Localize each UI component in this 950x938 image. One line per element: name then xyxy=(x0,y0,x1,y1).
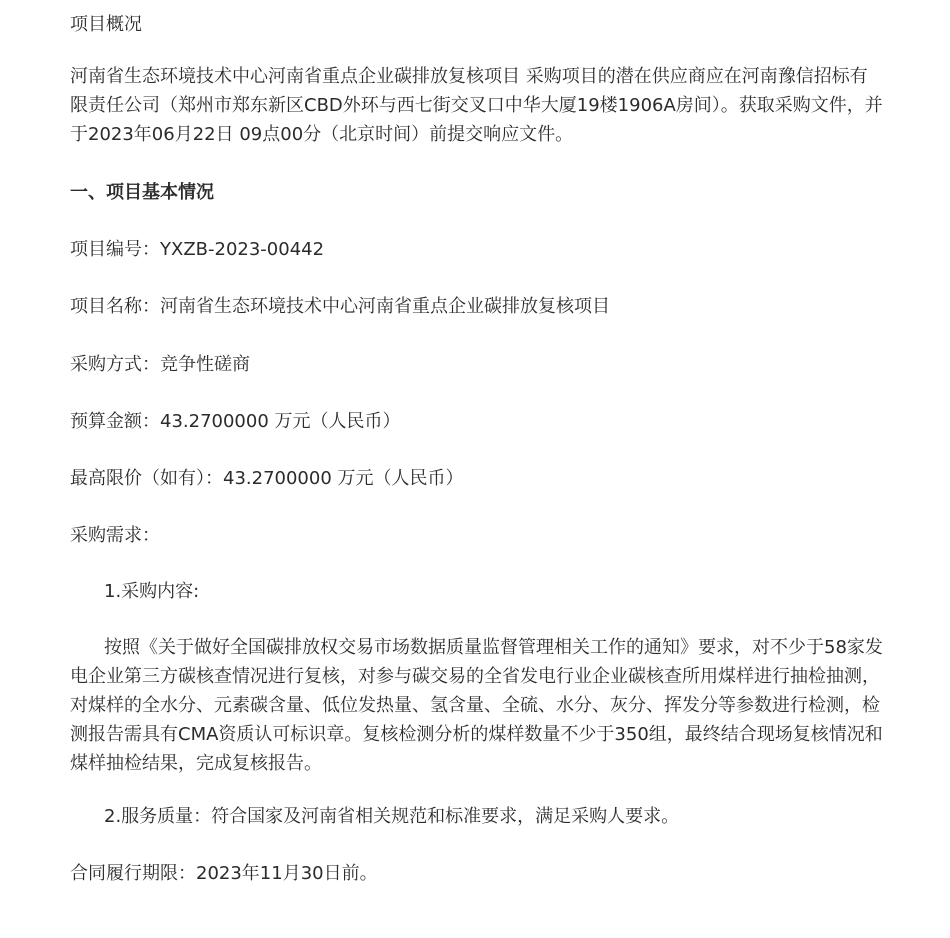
contract-period: 合同履行期限：2023年11月30日前。 xyxy=(70,863,378,884)
project-name: 项目名称：河南省生态环境技术中心河南省重点企业碳排放复核项目 xyxy=(70,296,610,317)
section-heading: 一、项目基本情况 xyxy=(70,182,214,203)
item1-label: 1.采购内容: xyxy=(104,581,200,602)
overview-title: 项目概况 xyxy=(70,14,142,35)
procurement-method: 采购方式：竞争性磋商 xyxy=(70,354,250,375)
max-price: 最高限价（如有）：43.2700000 万元（人民币） xyxy=(70,468,464,489)
budget-amount: 预算金额：43.2700000 万元（人民币） xyxy=(70,411,401,432)
requirements-label: 采购需求： xyxy=(70,525,160,546)
project-number: 项目编号：YXZB-2023-00442 xyxy=(70,239,325,260)
item1-paragraph: 按照《关于做好全国碳排放权交易市场数据质量监督管理相关工作的通知》要求，对不少于58家发电企业第三方碳核查情况进行复核，对参与碳交易的全省发电行业企业碳核查所用煤样进行抽检抽测，对煤样的全水分、元素碳含量、低位发热量、氢含量、全硫、水分、灰分、挥发分等参数进行检测，检测报告需具有CMA资质认可标识章。复核检测分析的煤样数量不少于350组，最终结合现场复核情况和煤样抽检结果，完成复核报告。 xyxy=(70,637,883,774)
overview-paragraph: 河南省生态环境技术中心河南省重点企业碳排放复核项目 采购项目的潜在供应商应在河南豫信招标有限责任公司（郑州市郑东新区CBD外环与西七街交叉口中华大厦19楼1906A房间）。获取采购文件，并于2023年06月22日 09点00分（北京时间）前提交响应文件。 xyxy=(70,66,883,145)
item2-paragraph: 2.服务质量：符合国家及河南省相关规范和标准要求，满足采购人要求。 xyxy=(104,806,680,827)
